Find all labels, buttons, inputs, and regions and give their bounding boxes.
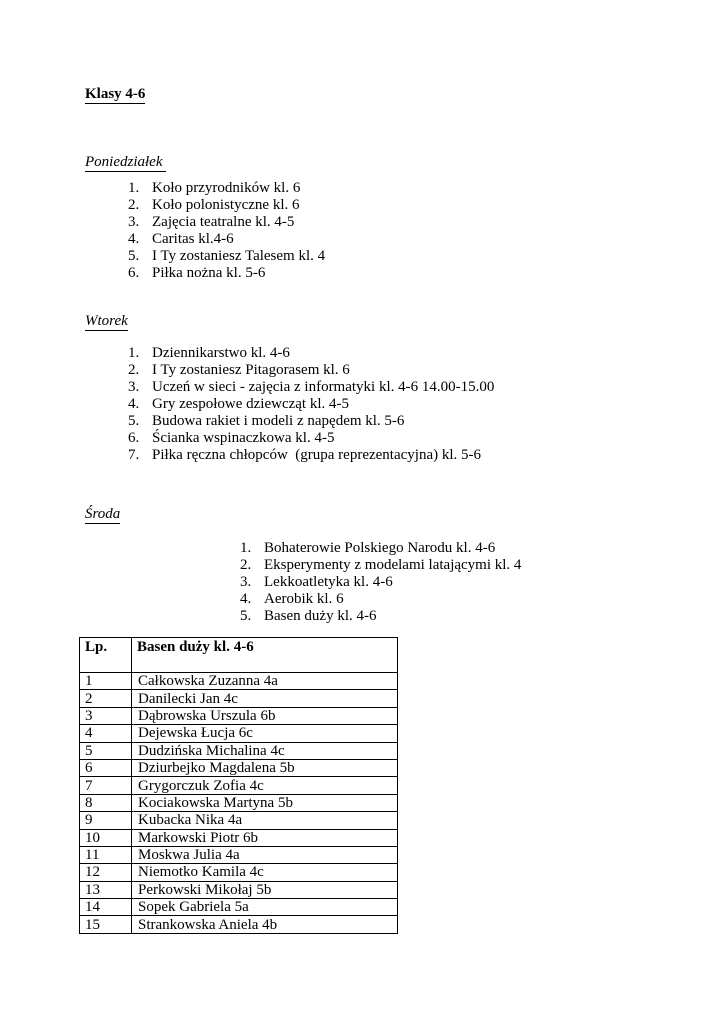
table-row (80, 881, 398, 898)
row-number-cell: 6 (80, 759, 132, 776)
row-number-cell: 3 (80, 707, 132, 724)
activity-list-tuesday (128, 345, 494, 464)
list-item-number: 5. (240, 608, 252, 624)
activity-list-wednesday (240, 540, 521, 625)
table-row (80, 812, 398, 829)
list-item-number: 1. (128, 180, 140, 196)
row-number-cell: 2 (80, 690, 132, 707)
list-item (128, 379, 494, 396)
list-item (128, 231, 325, 248)
list-item-text: Basen duży kl. 4-6 (264, 608, 377, 624)
table-row (80, 916, 398, 933)
row-name-cell: Perkowski Mikołaj 5b (132, 881, 398, 898)
roster-table (79, 637, 398, 934)
list-item-text: Budowa rakiet i modeli z napędem kl. 5-6 (152, 413, 405, 429)
list-item (240, 608, 521, 625)
list-item-text: Lekkoatletyka kl. 4-6 (264, 574, 393, 590)
row-name-cell: Dziurbejko Magdalena 5b (132, 759, 398, 776)
row-number-cell: 8 (80, 794, 132, 811)
list-item-text: Koło polonistyczne kl. 6 (152, 197, 300, 213)
row-name-cell: Moskwa Julia 4a (132, 846, 398, 863)
roster-table-header (80, 638, 398, 673)
row-number-cell: 14 (80, 899, 132, 916)
list-item-text: Caritas kl.4-6 (152, 231, 234, 247)
table-row (80, 725, 398, 742)
list-item-number: 3. (128, 379, 140, 395)
row-number-cell: 7 (80, 777, 132, 794)
activity-list-monday (128, 180, 325, 282)
list-item-text: Ścianka wspinaczkowa kl. 4-5 (152, 430, 335, 446)
page-title (85, 86, 145, 103)
table-row (80, 673, 398, 690)
table-row (80, 794, 398, 811)
row-name-cell: Kubacka Nika 4a (132, 812, 398, 829)
list-item-text: Koło przyrodników kl. 6 (152, 180, 301, 196)
row-number-cell: 9 (80, 812, 132, 829)
table-row (80, 759, 398, 776)
list-item-text: Piłka ręczna chłopców (grupa reprezentacyjna) kl. 5-6 (152, 447, 482, 463)
roster-header-title: Basen duży kl. 4-6 (132, 638, 398, 673)
list-item-number: 2. (128, 197, 140, 213)
list-item-number: 3. (128, 214, 140, 230)
row-name-cell: Dudzińska Michalina 4c (132, 742, 398, 759)
list-item (128, 197, 325, 214)
list-item-number: 1. (128, 345, 140, 361)
list-item-number: 3. (240, 574, 252, 590)
table-row (80, 864, 398, 881)
list-item-text: Dziennikarstwo kl. 4-6 (152, 345, 290, 361)
row-number-cell: 13 (80, 881, 132, 898)
list-item (128, 345, 494, 362)
list-item-text: Gry zespołowe dziewcząt kl. 4-5 (152, 396, 350, 412)
list-item-text: Aerobik kl. 6 (264, 591, 344, 607)
day-heading-monday (85, 154, 166, 171)
row-name-cell: Całkowska Zuzanna 4a (132, 673, 398, 690)
table-row (80, 707, 398, 724)
list-item-number: 4. (128, 231, 140, 247)
list-item-number: 4. (128, 396, 140, 412)
day-heading-monday-text: Poniedziałek (85, 154, 167, 170)
list-item-number: 1. (240, 540, 252, 556)
list-item-text: Piłka nożna kl. 5-6 (152, 265, 266, 281)
row-name-cell: Grygorczuk Zofia 4c (132, 777, 398, 794)
row-number-cell: 11 (80, 846, 132, 863)
day-heading-tuesday-text: Wtorek (85, 313, 128, 329)
list-item (240, 591, 521, 608)
list-item (240, 557, 521, 574)
roster-table-body (80, 673, 398, 934)
row-name-cell: Markowski Piotr 6b (132, 829, 398, 846)
roster-header-lp: Lp. (80, 638, 132, 673)
row-name-cell: Strankowska Aniela 4b (132, 916, 398, 933)
list-item-number: 6. (128, 265, 140, 281)
row-number-cell: 5 (80, 742, 132, 759)
table-row (80, 690, 398, 707)
table-row (80, 846, 398, 863)
list-item-number: 6. (128, 430, 140, 446)
row-number-cell: 1 (80, 673, 132, 690)
list-item (240, 574, 521, 591)
list-item-number: 2. (128, 362, 140, 378)
row-name-cell: Niemotko Kamila 4c (132, 864, 398, 881)
list-item-number: 5. (128, 413, 140, 429)
list-item-text: I Ty zostaniesz Talesem kl. 4 (152, 248, 326, 264)
row-name-cell: Dąbrowska Urszula 6b (132, 707, 398, 724)
row-number-cell: 12 (80, 864, 132, 881)
list-item (128, 447, 494, 464)
list-item-text: Zajęcia teatralne kl. 4-5 (152, 214, 295, 230)
list-item-number: 7. (128, 447, 140, 463)
page-title-text: Klasy 4-6 (85, 86, 146, 102)
row-name-cell: Danilecki Jan 4c (132, 690, 398, 707)
list-item-number: 4. (240, 591, 252, 607)
list-item (128, 214, 325, 231)
roster-header-row (80, 638, 398, 673)
list-item-number: 5. (128, 248, 140, 264)
table-row (80, 899, 398, 916)
list-item (128, 396, 494, 413)
list-item (128, 413, 494, 430)
day-heading-wednesday (85, 506, 120, 523)
row-number-cell: 4 (80, 725, 132, 742)
day-heading-wednesday-text: Środa (85, 506, 121, 522)
list-item (128, 430, 494, 447)
list-item-text: Eksperymenty z modelami latającymi kl. 4 (264, 557, 522, 573)
list-item (240, 540, 521, 557)
list-item (128, 362, 494, 379)
list-item-text: Bohaterowie Polskiego Narodu kl. 4-6 (264, 540, 496, 556)
list-item (128, 265, 325, 282)
table-row (80, 829, 398, 846)
row-name-cell: Dejewska Łucja 6c (132, 725, 398, 742)
day-heading-tuesday (85, 313, 128, 330)
row-name-cell: Sopek Gabriela 5a (132, 899, 398, 916)
list-item-number: 2. (240, 557, 252, 573)
row-number-cell: 15 (80, 916, 132, 933)
list-item-text: Uczeń w sieci - zajęcia z informatyki kl. 4-6 14.00-15.00 (152, 379, 495, 395)
table-row (80, 777, 398, 794)
list-item (128, 248, 325, 265)
row-name-cell: Kociakowska Martyna 5b (132, 794, 398, 811)
list-item (128, 180, 325, 197)
table-row (80, 742, 398, 759)
row-number-cell: 10 (80, 829, 132, 846)
list-item-text: I Ty zostaniesz Pitagorasem kl. 6 (152, 362, 350, 378)
